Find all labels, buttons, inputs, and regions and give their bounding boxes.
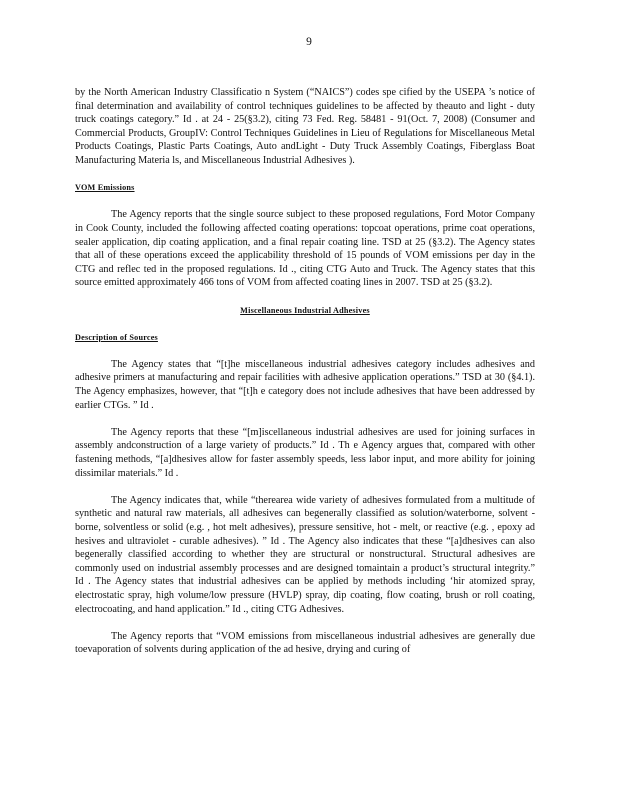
paragraph-vom-emissions-adhesives: The Agency reports that “VOM emissions from miscellaneous industrial adhesives are generally due toevaporation of solvents during application of the ad hesive, drying and curing of — [75, 630, 535, 656]
heading-vom-emissions: VOM Emissions — [75, 183, 135, 193]
spacer — [75, 344, 535, 358]
spacer — [75, 480, 535, 494]
spacer — [75, 195, 535, 209]
paragraph-ford-vom: The Agency reports that the single source subject to these proposed regulations, Ford Motor Company in Cook County, included the following affected coating operations: topcoat operations, prime coat operations, sealer application, dip coating application, and a final repair coating line. TSD at 25 (§3.2). The Agency states that all of these operations exceed the applicability threshold of 15 pounds of VOM emissions per day in the CTG and reflec ted in the proposed regulations. Id ., citing CTG Auto and Truck. The Agency states that this source emitted approximately 466 tons of VOM from affected coating lines in 2007. TSD at 25 (§3.2). — [75, 209, 535, 289]
page-number: 9 — [306, 36, 312, 48]
heading-misc-industrial-adhesives: Miscellaneous Industrial Adhesives — [240, 305, 370, 315]
document-body — [75, 86, 535, 657]
spacer — [75, 290, 535, 304]
spacer — [75, 616, 535, 630]
paragraph-adhesive-classification: The Agency indicates that, while “therearea wide variety of adhesives formulated from a multitude of synthetic and natural raw materials, all adhesives can begenerally classified as solution/waterborne, solvent - borne, solventless or solid (e.g. , hot melt adhesives), pressure sensitive, hot - melt, or reactive (e.g. , epoxy ad hesives and ultraviolet - curable adhesives). ” Id . The Agency also indicates that these “[a]dhesives can also begenerally classified according to whether they are structural or nonstructural. Structural adhesives are commonly used on industrial assembly processes and are designed tomaintain a product’s structural integrity.” Id . The Agency states that industrial adhesives can be applied by methods including ‘hir atomized spray, electrostatic spray, high volume/low pressure (HVLP) spray, dip coating, flow coating, brush or roll coating, electrocoating, and hand application.” Id ., citing CTG Adhesives. — [75, 494, 535, 615]
paragraph-adhesive-uses: The Agency reports that these “[m]iscellaneous industrial adhesives are used for joining surfaces in assembly andconstruction of a large variety of products.” Id . Th e Agency argues that, compared with other fastening methods, “[a]dhesives allow for faster assembly speeds, less labor input, and more ability for joining dissimilar materials.” Id . — [75, 426, 535, 479]
paragraph-category-scope: The Agency states that “[t]he miscellaneous industrial adhesives category includes adhesives and adhesive primers at manufacturing and repair facilities with adhesive application operations.” TSD at 30 (§4.1). The Agency emphasizes, however, that “[t]h e category does not include adhesives that have been addressed by earlier CTGs. ” Id . — [75, 358, 535, 411]
heading-description-of-sources: Description of Sources — [75, 332, 158, 342]
spacer — [75, 412, 535, 426]
paragraph-naics-continuation: by the North American Industry Classificatio n System (“NAICS”) codes spe cified by the USEPA ’s notice of final determination and availability of control techniques guidelines to be affected by theauto and light - duty truck coatings category.” Id . at 24 - 25(§3.2), citing 73 Fed. Reg. 58481 - 91(Oct. 7, 2008) (Consumer and Commercial Products, GroupIV: Control Techniques Guidelines in Lieu of Regulations for Miscellaneous Metal Products Coatings, Plastic Parts Coatings, Auto andLight - Duty Truck Assembly Coatings, Fiberglass Boat Manufacturing Materia ls, and Miscellaneous Industrial Adhesives ). — [75, 87, 535, 166]
spacer — [75, 168, 535, 182]
spacer — [75, 317, 535, 331]
